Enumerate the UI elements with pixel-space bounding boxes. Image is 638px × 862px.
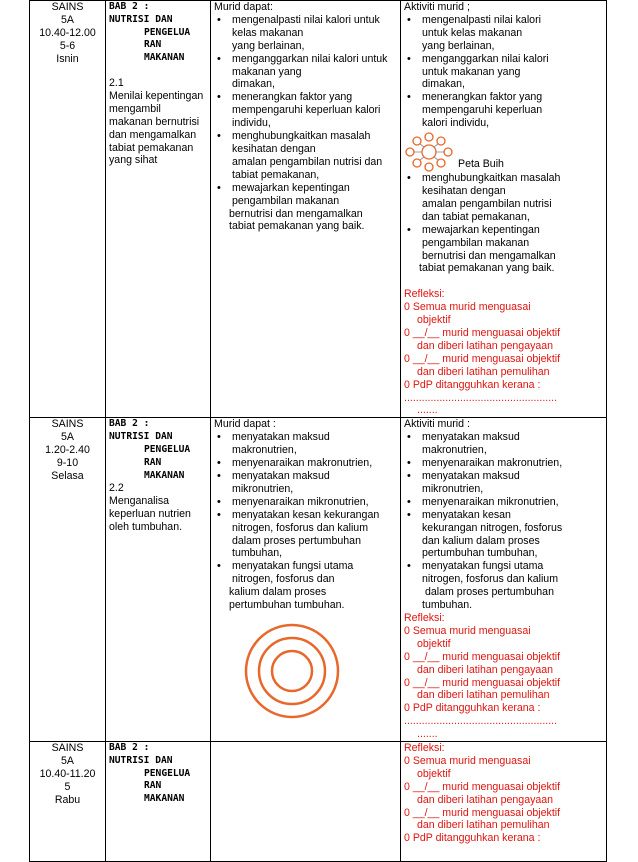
bubble-map-diagram	[404, 132, 603, 172]
activities-list	[404, 431, 603, 612]
lesson-plan-table	[29, 0, 607, 862]
list-item: • menganggarkan nilai kalori untuk makanan yang dimakan,	[404, 53, 603, 92]
list-item: • menghubungkaitkan masalah kesihatan dengan amalan pengambilan nutrisi dan tabiat pemakanan,	[214, 130, 397, 182]
list-item: • mengenalpasti nilai kalori untuk kelas makanan yang berlainan,	[214, 14, 397, 53]
topic-text: 2.2 Menganalisa keperluan nutrien oleh tumbuhan.	[109, 482, 191, 534]
list-item: • menerangkan faktor yang mempengaruhi keperluan kalori individu,	[404, 91, 603, 130]
chapter-title: BAB 2 : NUTRISI DAN PENGELUA RAN MAKANAN	[109, 418, 191, 481]
subject-line: 5A	[61, 13, 74, 26]
list-item: • menghubungkaitkan masalah kesihatan dengan amalan pengambilan nutrisi dan tabiat pemakanan,	[404, 172, 603, 224]
list-item: • menyatakan maksud makronutrien,	[404, 431, 603, 457]
concentric-circles-icon	[231, 620, 353, 720]
list-item: • menyenaraikan makronutrien,	[214, 457, 397, 470]
activities-list	[404, 14, 603, 130]
subject-line: 5-6	[59, 39, 76, 52]
bubble-map-icon	[404, 132, 454, 172]
activities-cell	[401, 742, 607, 862]
activities-cell	[401, 418, 607, 742]
concentric-circles-diagram	[231, 620, 397, 724]
list-item: • menyatakan fungsi utama nitrogen, fosforus dan kalium dalam proses pertumbuhan tumbuhan.	[404, 560, 603, 612]
list-item: • mewajarkan kepentingan pengambilan makanan bernutrisi dan mengamalkan tabiat pemakanan yang baik.	[404, 224, 603, 276]
list-item: • menyenaraikan mikronutrien,	[404, 496, 603, 509]
list-item: • menyenaraikan makronutrien,	[404, 457, 603, 470]
table-row	[30, 1, 607, 418]
activities-title: Aktiviti murid :	[404, 418, 470, 431]
list-item: • menyatakan maksud mikronutrien,	[214, 470, 397, 496]
list-item: • menyenaraikan mikronutrien,	[214, 496, 397, 509]
list-item: • menerangkan faktor yang mempengaruhi keperluan kalori individu,	[214, 91, 397, 130]
objectives-cell	[211, 742, 401, 862]
subject-cell: SAINS 5A 1.20-2.40 9-10 Selasa	[30, 418, 106, 742]
activities-cell	[401, 1, 607, 418]
subject-line: Isnin	[56, 52, 79, 65]
subject-line: 10.40-12.00	[39, 26, 96, 39]
objectives-title: Murid dapat:	[214, 1, 273, 13]
table-row	[30, 418, 607, 742]
chapter-cell	[106, 742, 211, 862]
objectives-cell	[211, 1, 401, 418]
subject-cell: SAINS 5A 10.40-11.20 5 Rabu	[30, 742, 106, 862]
list-item: • menyatakan maksud makronutrien,	[214, 431, 397, 457]
list-item: • menyatakan kesan kekurangan nitrogen, fosforus dan kalium dalam proses pertumbuhan tumbuhan,	[214, 509, 397, 561]
chapter-cell	[106, 418, 211, 742]
reflection-block: Refleksi: 0 Semua murid menguasai objektif 0 __/__ murid menguasai objektif dan diberi latihan pengayaan 0 __/__ murid menguasai objektif dan diberi latihan pemulihan 0 PdP ditangguhkan kerana :	[404, 742, 561, 845]
subject-line: SAINS	[51, 1, 84, 13]
chapter-cell	[106, 1, 211, 418]
reflection-block: Refleksi: 0 Semua murid menguasai objektif 0 __/__ murid menguasai objektif dan diberi latihan pengayaan 0 __/__ murid menguasai objektif dan diberi latihan pemulihan 0 PdP ditangguhkan kerana : .................................................... .......	[404, 288, 603, 417]
chapter-title: BAB 2 : NUTRISI DAN PENGELUA RAN MAKANAN	[109, 742, 191, 805]
reflection-block: Refleksi: 0 Semua murid menguasai objektif 0 __/__ murid menguasai objektif dan diberi latihan pengayaan 0 __/__ murid menguasai objektif dan diberi latihan pemulihan 0 PdP ditangguhkan kerana : .................................................... .......	[404, 611, 561, 741]
activities-title: Aktiviti murid ;	[404, 1, 470, 13]
table-row	[30, 742, 607, 862]
subject-cell	[30, 1, 106, 418]
list-item: • mengenalpasti nilai kalori untuk kelas makanan yang berlainan,	[404, 14, 603, 53]
chapter-title: BAB 2 : NUTRISI DAN PENGELUA RAN MAKANAN	[109, 1, 191, 64]
objectives-list	[214, 14, 397, 233]
list-item: • menyatakan maksud mikronutrien,	[404, 470, 603, 496]
bubble-map-label: Peta Buih	[458, 158, 504, 171]
list-item: • menyatakan fungsi utama nitrogen, fosforus dan kalium dalam proses pertumbuhan tumbuhan.	[214, 560, 397, 612]
list-item: • menganggarkan nilai kalori untuk makanan yang dimakan,	[214, 53, 397, 92]
reflection-title: Refleksi:	[404, 288, 445, 301]
activities-list	[404, 172, 603, 275]
objectives-list	[214, 431, 397, 612]
objectives-title: Murid dapat :	[214, 418, 276, 431]
list-item: • menyatakan kesan kekurangan nitrogen, fosforus dan kalium dalam proses pertumbuhan tumbuhan,	[404, 509, 603, 561]
topic-text: 2.1 Menilai kepentingan mengambil makanan bernutrisi dan mengamalkan tabiat pemakanan yang sihat	[109, 76, 204, 167]
objectives-cell	[211, 418, 401, 742]
list-item: • mewajarkan kepentingan pengambilan makanan bernutrisi dan mengamalkan tabiat pemakanan yang baik.	[214, 182, 397, 234]
